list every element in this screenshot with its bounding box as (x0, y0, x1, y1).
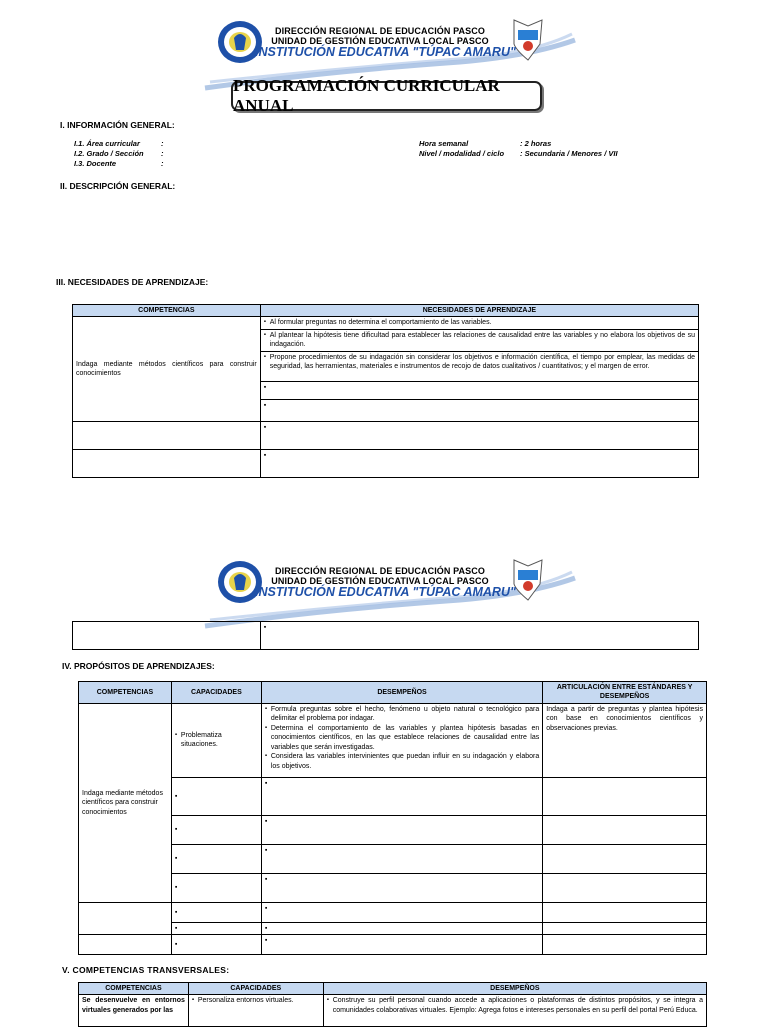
purposes-header-competencias: COMPETENCIAS (79, 682, 172, 704)
purposes-articulacion-1: Indaga a partir de preguntas y plantea hipótesis con base en conocimientos científicos y observaciones previas. (543, 703, 707, 777)
docente-label: I.3. Docente (74, 159, 117, 168)
needs-empty-competencia-2 (73, 449, 261, 477)
transversal-header-competencias: COMPETENCIAS (79, 983, 189, 995)
needs-header-competencias: COMPETENCIAS (73, 305, 261, 317)
transversal-competencia: Se desenvuelve en entornos virtuales generados por las (79, 995, 189, 1027)
document-title: PROGRAMACIÓN CURRICULAR ANUAL (231, 81, 542, 111)
docente-colon: : (161, 159, 164, 168)
purposes-competencia: Indaga mediante métodos científicos para construir conocimientos (79, 703, 172, 902)
transversal-desempeno: ▪ Construye su perfil personal cuando accede a aplicaciones o plataformas de distintos propósitos, y se integra a comunidades colaborativas virtuales. Ejemplo: Agrega fotos e intereses personales en su perfil del portal Perú Educa. (323, 995, 706, 1027)
needs-table-continuation (72, 621, 699, 650)
header-line-2: UNIDAD DE GESTIÓN EDUCATIVA LOCAL PASCO (271, 36, 489, 46)
transversal-header-capacidades: CAPACIDADES (188, 983, 323, 995)
purposes-table (78, 681, 707, 955)
purposes-desempenos-7: ▪ (261, 922, 542, 934)
purposes-desempenos-5: ▪ (261, 873, 542, 902)
transversal-capacidad: ▪ Personaliza entornos virtuales. (188, 995, 323, 1027)
needs-table (72, 304, 699, 478)
purposes-articulacion-2 (543, 777, 707, 815)
purposes-capacidad-8: ▪ (171, 935, 261, 955)
purposes-desempenos-8: ▪ (261, 935, 542, 955)
nivel-label: Nivel / modalidad / ciclo (419, 149, 505, 158)
needs-cont-item: ▪ (260, 622, 698, 650)
purposes-header-capacidades: CAPACIDADES (171, 682, 261, 704)
header2-line-1: DIRECCIÓN REGIONAL DE EDUCACIÓN PASCO (275, 566, 485, 576)
area-label: I.1. Área curricular (74, 139, 140, 148)
purposes-header-articulacion: ARTICULACIÓN ENTRE ESTÁNDARES Y DESEMPEÑOS (543, 682, 707, 704)
purposes-capacidad-6: ▪ (171, 902, 261, 922)
needs-item-empty-2: ▪ (260, 399, 698, 421)
purposes-capacidad-7: ▪ (171, 922, 261, 934)
hora-value: : 2 horas (520, 139, 552, 148)
purposes-desempenos-4: ▪ (261, 844, 542, 873)
hora-label: Hora semanal (419, 139, 469, 148)
purposes-capacidad-1: ▪ Problematiza situaciones. (171, 703, 261, 777)
needs-header-necesidades: NECESIDADES DE APRENDIZAJE (260, 305, 698, 317)
needs-item-2: ▪ Al plantear la hipótesis tiene dificultad para establecer las relaciones de causalidad entre las variables y no elabora los objetivos de su indagación. (260, 329, 698, 351)
purposes-empty-competencia-1 (79, 902, 172, 934)
purposes-articulacion-5 (543, 873, 707, 902)
section-1-heading: I. INFORMACIÓN GENERAL: (60, 120, 175, 130)
purposes-desempenos-3: ▪ (261, 815, 542, 844)
section-4-heading: IV. PROPÓSITOS DE APRENDIZAJES: (62, 661, 215, 671)
section-2-heading: II. DESCRIPCIÓN GENERAL: (60, 181, 176, 191)
grado-colon: : (161, 149, 164, 158)
header2-line-3: INSTITUCIÓN EDUCATIVA "TÚPAC AMARU" (255, 585, 516, 599)
nivel-value: : Secundaria / Menores / VII (520, 149, 618, 158)
purposes-desempenos-1: ▪ Formula preguntas sobre el hecho, fenómeno u objeto natural o tecnológico para delimitar el problema por indagar. ▪ Determina el comportamiento de las variables y plantea hipótesis basadas en conocimientos científicos, en las que establece relaciones de causalidad entre las variables que serán investigadas. ▪ Considera las variables intervinientes que puedan influir en su indagación y elabora los objetivos. (261, 703, 542, 777)
needs-competencia: Indaga mediante métodos científicos para construir conocimientos (73, 317, 261, 421)
header-line-1: DIRECCIÓN REGIONAL DE EDUCACIÓN PASCO (275, 26, 485, 36)
purposes-capacidad-5: ▪ (171, 873, 261, 902)
section-5-heading: V. COMPETENCIAS TRANSVERSALES: (62, 965, 230, 975)
purposes-articulacion-3 (543, 815, 707, 844)
purposes-articulacion-4 (543, 844, 707, 873)
area-colon: : (161, 139, 164, 148)
needs-item-1: ▪ Al formular preguntas no determina el comportamiento de las variables. (260, 317, 698, 329)
purposes-capacidad-4: ▪ (171, 844, 261, 873)
needs-item-empty-4: ▪ (260, 449, 698, 477)
purposes-articulacion-6 (543, 902, 707, 922)
purposes-articulacion-7 (543, 922, 707, 934)
purposes-capacidad-2: ▪ (171, 777, 261, 815)
needs-empty-competencia-1 (73, 421, 261, 449)
purposes-empty-competencia-2 (79, 935, 172, 955)
purposes-capacidad-3: ▪ (171, 815, 261, 844)
needs-cont-competencia (73, 622, 261, 650)
grado-label: I.2. Grado / Sección (74, 149, 144, 158)
header-line-3: INSTITUCIÓN EDUCATIVA "TÚPAC AMARU" (255, 45, 516, 59)
transversal-header-desempenos: DESEMPEÑOS (323, 983, 706, 995)
needs-item-3: ▪ Propone procedimientos de su indagación sin considerar los objetivos e información científica, el tiempo por emplear, las medidas de seguridad, las herramientas, materiales e instrumentos de recojo de datos cualitativos / cuantitativos; y el margen de error. (260, 351, 698, 381)
needs-item-empty-3: ▪ (260, 421, 698, 449)
needs-item-empty-1: ▪ (260, 381, 698, 399)
header2-line-2: UNIDAD DE GESTIÓN EDUCATIVA LOCAL PASCO (271, 576, 489, 586)
section-3-heading: III. NECESIDADES DE APRENDIZAJE: (56, 277, 209, 287)
purposes-articulacion-8 (543, 935, 707, 955)
purposes-header-desempenos: DESEMPEÑOS (261, 682, 542, 704)
purposes-desempenos-6: ▪ (261, 902, 542, 922)
purposes-desempenos-2: ▪ (261, 777, 542, 815)
transversal-table (78, 982, 707, 1027)
